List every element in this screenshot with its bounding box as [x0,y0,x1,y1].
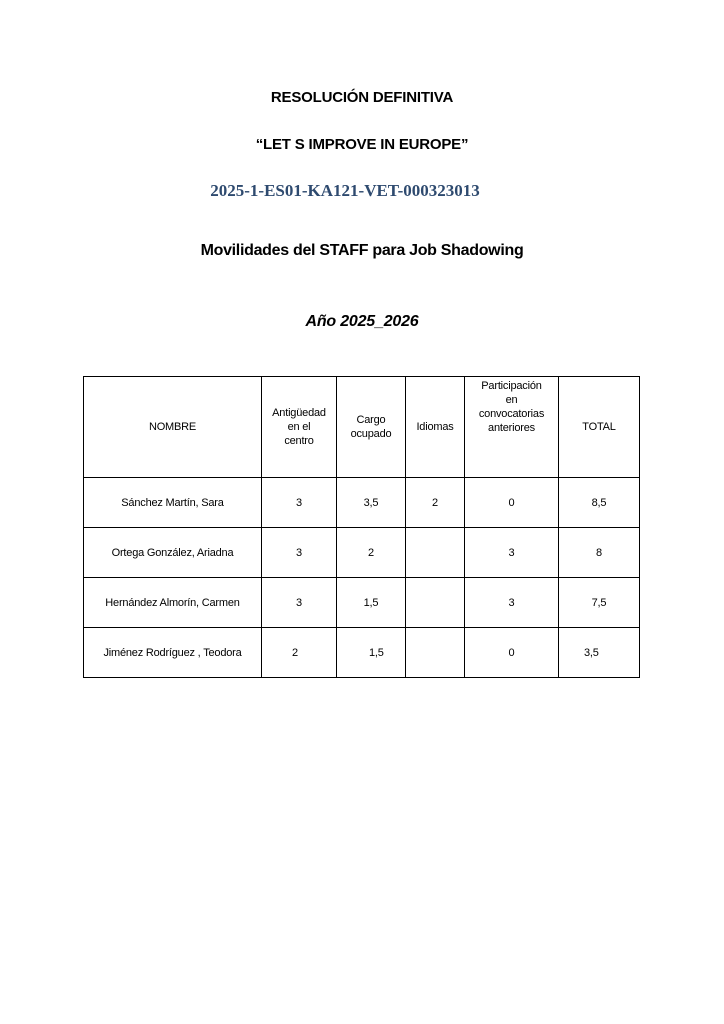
cell-total: 8,5 [559,478,640,528]
project-code: 2025-1-ES01-KA121-VET-000323013 [210,181,480,200]
cell-cargo: 2 [337,528,406,578]
cell-participacion: 3 [465,578,559,628]
table-header-row [84,377,640,478]
cell-antiguedad: 2 [262,628,337,678]
header-cargo: Cargo ocupado [337,377,406,478]
header-nombre: NOMBRE [84,377,262,478]
cell-idiomas [406,578,465,628]
table-row [84,578,640,628]
cell-total: 8 [559,528,640,578]
document-subtitle: Movilidades del STAFF para Job Shadowing [200,242,524,259]
cell-antiguedad: 3 [262,478,337,528]
cell-idiomas [406,528,465,578]
table-row [84,628,640,678]
cell-antiguedad: 3 [262,528,337,578]
cell-total: 7,5 [559,578,640,628]
cell-nombre: Ortega González, Ariadna [84,528,262,578]
header-antiguedad: Antigüedad en el centro [262,377,337,478]
cell-nombre: Sánchez Martín, Sara [84,478,262,528]
header-idiomas: Idiomas [406,377,465,478]
cell-nombre: Hernández Almorín, Carmen [84,578,262,628]
cell-total: 3,5 [559,628,640,678]
cell-idiomas: 2 [406,478,465,528]
cell-cargo: 1,5 [337,578,406,628]
cell-participacion: 3 [465,528,559,578]
table-row [84,478,640,528]
cell-participacion: 0 [465,478,559,528]
academic-year: Año 2025_2026 [305,313,419,330]
cell-cargo: 3,5 [337,478,406,528]
cell-cargo: 1,5 [337,628,406,678]
cell-nombre: Jiménez Rodríguez , Teodora [84,628,262,678]
cell-participacion: 0 [465,628,559,678]
results-table [83,376,640,678]
cell-idiomas [406,628,465,678]
project-name: “LET S IMPROVE IN EUROPE” [255,136,469,153]
header-total: TOTAL [559,377,640,478]
table-row [84,528,640,578]
document-title: RESOLUCIÓN DEFINITIVA [270,89,454,106]
header-participacion: Participación en convocatorias anteriores [465,377,559,478]
cell-antiguedad: 3 [262,578,337,628]
